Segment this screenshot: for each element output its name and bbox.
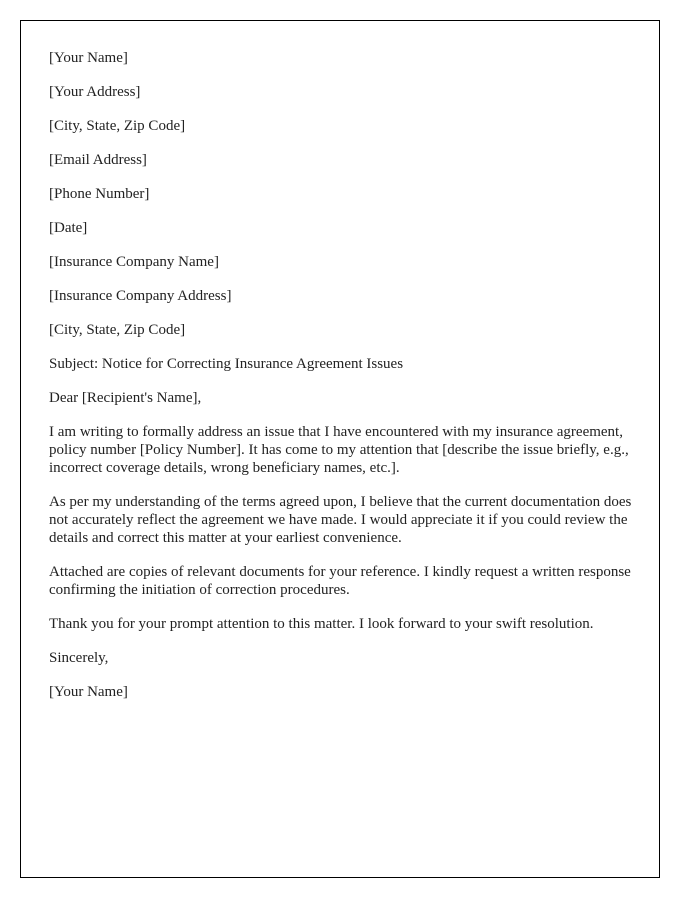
- sender-city-state-zip: [City, State, Zip Code]: [49, 118, 186, 134]
- sender-email: [Email Address]: [49, 152, 147, 168]
- subject-line: Subject: Notice for Correcting Insurance Agreement Issues: [49, 356, 404, 372]
- recipient-city-state-zip: [City, State, Zip Code]: [49, 322, 186, 338]
- sender-phone: [Phone Number]: [49, 186, 150, 202]
- letter-date: [Date]: [49, 220, 88, 236]
- body-paragraph-3: Attached are copies of relevant documents for your reference. I kindly request a written response confirming the initiation of correction procedures.: [49, 564, 631, 598]
- body-paragraph-2: As per my understanding of the terms agreed upon, I believe that the current documentation does not accurately reflect the agreement we have made. I would appreciate it if you could review the details and correct this matter at your earliest convenience.: [49, 494, 632, 546]
- closing: Sincerely,: [49, 650, 109, 666]
- body-paragraph-4: Thank you for your prompt attention to this matter. I look forward to your swift resolution.: [49, 616, 594, 632]
- salutation: Dear [Recipient's Name],: [49, 390, 202, 406]
- letter-content: [49, 49, 639, 717]
- recipient-company: [Insurance Company Name]: [49, 254, 219, 270]
- body-paragraph-1: I am writing to formally address an issue that I have encountered with my insurance agreement, policy number [Policy Number]. It has come to my attention that [describe the issue briefly, e.g., incorrect coverage details, wrong beneficiary names, etc.].: [49, 424, 629, 476]
- letter-page: [20, 20, 660, 878]
- signature: [Your Name]: [49, 684, 128, 700]
- recipient-address: [Insurance Company Address]: [49, 288, 232, 304]
- sender-address: [Your Address]: [49, 84, 141, 100]
- sender-name: [Your Name]: [49, 50, 128, 66]
